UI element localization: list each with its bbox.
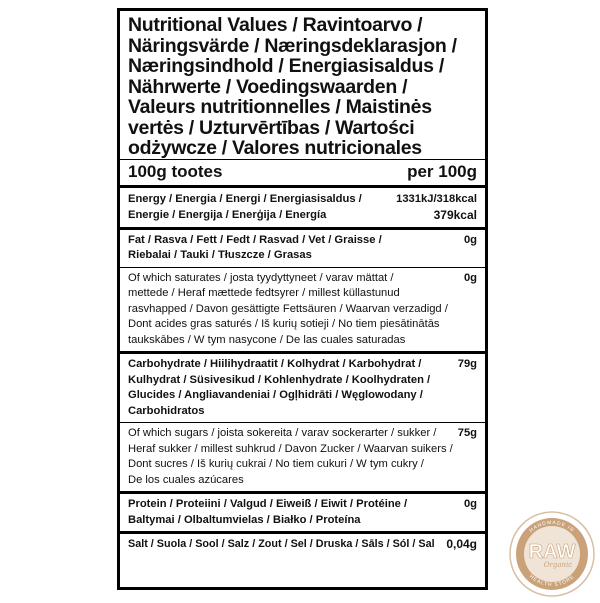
logo-svg [508,510,596,598]
logo-top-arc-text: HANDMADE IN [528,519,576,534]
logo-script-text: Organic [543,561,573,569]
carbohydrate-row [120,351,485,422]
protein-row [120,491,485,531]
sugars-label-line: De los cuales azúcares [128,473,244,486]
header-left: 100g tootes [128,161,223,181]
saturates-label-line: rasvhapped / Davon gesättigte Fettsäuren / Waarvan verzadigd / [128,302,448,315]
title-line: Nutritional Values / Ravintoarvo / [128,14,423,36]
sugars-row [120,422,485,491]
protein-label-line: Baltymai / Olbaltumvielas / Białko / Proteína [128,513,361,526]
carbohydrate-label-line: Carbohydrate / Hiilihydraatit / Kolhydrat / Karbohydrat / [128,358,422,370]
saturates-value: 0g [463,271,477,284]
energy-value-1: 1331kJ/318kcal [396,192,477,205]
title-line: vertės / Uzturvērtības / Wartości [128,116,415,139]
title-line: Næringsindhold / Energiasisaldus / [128,55,444,77]
title-line: Näringsvärde / Næringsdeklarasjon / [128,34,457,57]
energy-section [120,185,485,227]
title-line: Valeurs nutritionnelles / Maistinės [128,96,432,118]
logo-bottom-arc-text: HEALTH STORE [528,573,576,589]
energy-label-2: Energie / Energija / Enerģija / Energía [128,208,327,221]
saturates-label-line: taukskābes / W tym nasycone / De las cuales saturadas [128,333,406,346]
fat-label-line: Riebalai / Tauki / Tłuszcze / Grasas [128,249,312,261]
carbohydrate-label-line: Glucides / Angliavandeniai / Ogļhidrāti / Węglowodany / [128,389,423,401]
carbohydrate-label-line: Carbohidratos [128,404,205,417]
saturates-label-line: Dont acides gras saturés / Iš kurių sotieji / No tiem piesātinātās [128,318,440,330]
salt-label: Salt / Suola / Sool / Salz / Zout / Sel / Druska / Sāls / Sól / Sal [128,538,435,550]
carbohydrate-value: 79g [457,358,477,370]
saturates-label-line: mettede / Heraf mættede fedtsyrer / millest küllastunud [128,287,400,299]
carbohydrate-label-line: Kulhydrat / Süsivesikud / Kohlenhydrate / Koolhydraten / [128,373,431,386]
title-line: odżywcze / Valores nutricionales [128,137,422,159]
header-right: per 100g [407,161,477,181]
raw-organic-logo [508,510,596,598]
logo-main-text: RAW [528,541,576,563]
sugars-label-line: Heraf sukker / millest suhkrud / Davon Zucker / Waarvan suikers / [128,442,453,455]
salt-value: 0,04g [446,537,477,551]
salt-row [120,531,485,556]
sugars-label-line: Dont sucres / Iš kurių cukrai / No tiem cukuri / W tym cukry / [128,458,424,470]
fat-label-line: Fat / Rasva / Fett / Fedt / Rasvad / Vet / Graisse / [128,233,382,246]
protein-label-line: Protein / Proteiini / Valgud / Eiweiß / Eiwit / Protéine / [128,498,408,510]
saturates-row [120,267,485,352]
column-header [120,159,485,185]
title-line: Nährwerte / Voedingswaarden / [128,75,408,98]
energy-value-2: 379kcal [433,207,477,222]
sugars-label-line: Of which sugars / joista sokereita / varav sockerarter / sukker / [128,427,437,439]
label-title [120,11,485,159]
saturates-label-line: Of which saturates / josta tyydyttyneet / varav mättat / [128,271,394,284]
energy-label-1: Energy / Energia / Energi / Energiasisaldus / [128,192,362,205]
fat-row [120,227,485,267]
sugars-value: 75g [457,427,477,439]
fat-value: 0g [463,233,477,246]
protein-value: 0g [463,498,477,510]
nutrition-label [117,8,488,590]
